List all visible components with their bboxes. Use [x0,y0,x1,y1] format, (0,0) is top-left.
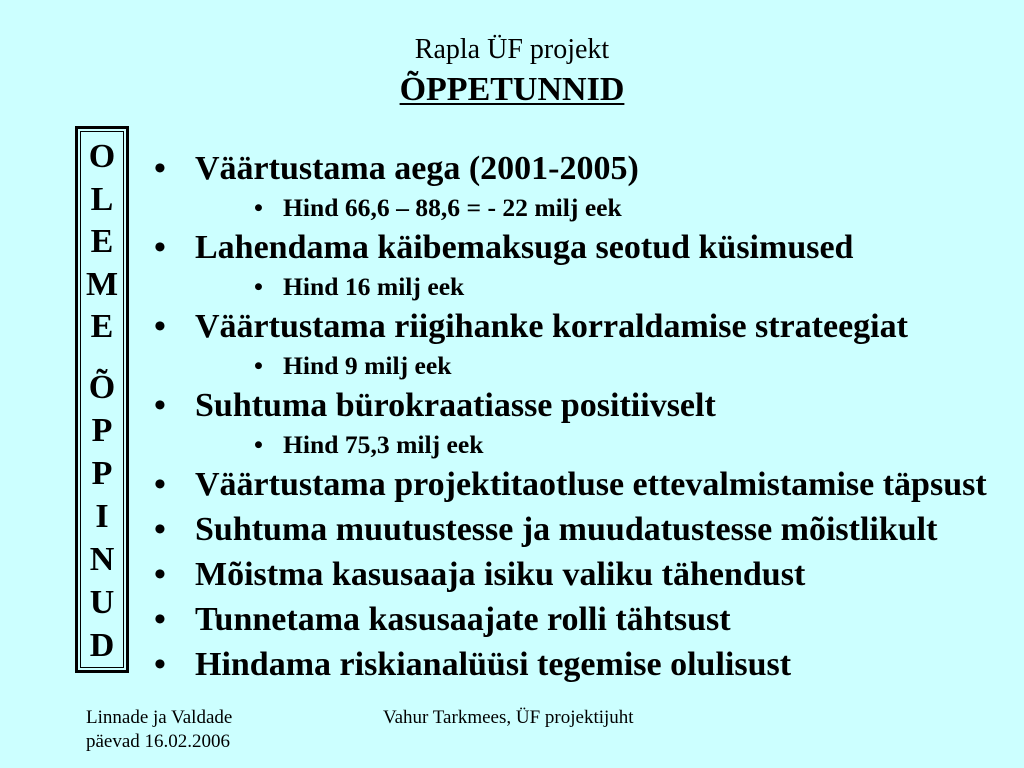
bullet-item: • Lahendama käibemaksuga seotud küsimused [0,228,1024,267]
vertical-letter: M [85,265,119,303]
vertical-letter: Õ [88,368,116,406]
sub-bullet-item: • Hind 75,3 milj eek [0,430,1024,459]
bullet-item: • Hindama riskianalüüsi tegemise olulisust [0,645,1024,684]
slide-title: Rapla ÜF projekt [414,34,610,65]
vertical-letter: U [89,583,115,621]
sub-bullet-item: • Hind 16 milj eek [0,272,1024,301]
vertical-letter: D [89,626,115,664]
vertical-letter: E [90,308,114,345]
vertical-letter: P [91,454,113,492]
sub-bullet-item: • Hind 9 milj eek [0,351,1024,380]
bullet-item: • Väärtustama aega (2001-2005) [0,149,1024,188]
bullet-item: • Suhtuma bürokraatiasse positiivselt [0,386,1024,425]
bullet-item: • Suhtuma muutustesse ja muudatustesse mõistlikult [0,510,1024,549]
bullet-list [0,143,1024,684]
footer-author: Vahur Tarkmees, ÜF projektijuht [383,707,634,728]
slide-subtitle-wrapper [0,70,1024,110]
vertical-letter: P [91,411,113,449]
footer-event [86,706,232,754]
footer-event-line2: päevad 16.02.2006 [86,731,231,752]
vertical-letter: E [90,223,114,260]
vertical-letter: L [90,180,114,218]
bullet-item: • Väärtustama riigihanke korraldamise strateegiat [0,307,1024,346]
vertical-letter: I [95,497,109,535]
footer-event-line1: Linnade ja Valdade [86,707,233,728]
vertical-letter: N [89,540,115,578]
sub-bullet-item: • Hind 66,6 – 88,6 = - 22 milj eek [0,193,1024,222]
slide-subtitle: ÕPPETUNNID [399,71,625,108]
vertical-letter: O [88,138,116,175]
bullet-item: • Väärtustama projektitaotluse ettevalmistamise täpsust [0,465,1024,504]
bullet-item: • Tunnetama kasusaajate rolli tähtsust [0,600,1024,639]
bullet-item: • Mõistma kasusaaja isiku valiku tähendust [0,555,1024,594]
